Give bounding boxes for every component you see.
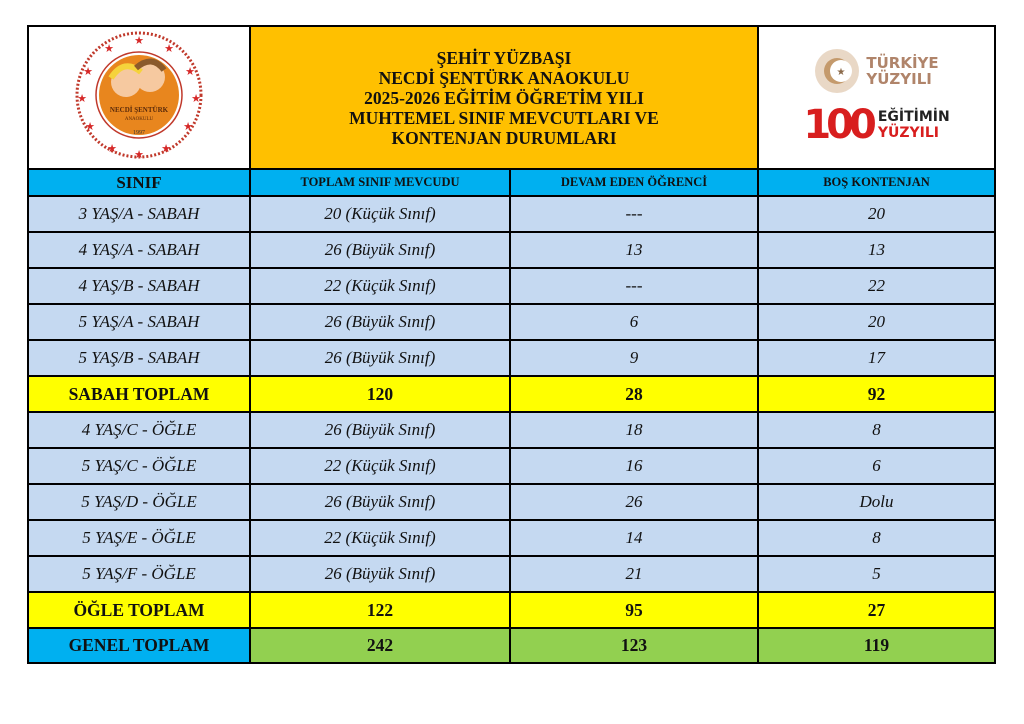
enrolled-cell: ---	[510, 268, 758, 304]
ogle-rows	[28, 412, 995, 592]
enrolled-cell: 6	[510, 304, 758, 340]
total-label: SABAH TOPLAM	[28, 376, 250, 412]
total-cell: 28	[510, 376, 758, 412]
svg-text:★: ★	[185, 66, 195, 78]
capacity-cell: 26 (Büyük Sınıf)	[250, 484, 510, 520]
column-headers	[28, 169, 995, 196]
turkiye-yuzyili-logo	[758, 26, 995, 169]
title-line: 2025-2026 EĞİTİM ÖĞRETİM YILI	[364, 87, 644, 108]
vacancy-cell: Dolu	[758, 484, 995, 520]
svg-text:★: ★	[85, 121, 95, 133]
title-line: NECDİ ŞENTÜRK ANAOKULU	[378, 67, 630, 88]
capacity-cell: 26 (Büyük Sınıf)	[250, 304, 510, 340]
enrolled-cell: 16	[510, 448, 758, 484]
table-row	[28, 556, 995, 592]
svg-text:1997: 1997	[133, 130, 145, 136]
sabah-rows	[28, 196, 995, 376]
total-cell: 92	[758, 376, 995, 412]
svg-text:★: ★	[836, 66, 846, 78]
grand-total-cell: 119	[758, 628, 995, 663]
svg-text:★: ★	[77, 93, 87, 105]
grand-total-cell: 242	[250, 628, 510, 663]
sabah-total-row	[28, 376, 995, 412]
table-row	[28, 232, 995, 268]
svg-text:★: ★	[164, 43, 174, 55]
table-row	[28, 340, 995, 376]
capacity-cell: 20 (Küçük Sınıf)	[250, 196, 510, 232]
capacity-cell: 26 (Büyük Sınıf)	[250, 556, 510, 592]
logo-text: EĞİTİMİN	[877, 108, 950, 125]
table-row	[28, 484, 995, 520]
class-name-cell: 5 YAŞ/D - ÖĞLE	[28, 484, 250, 520]
class-name-cell: 5 YAŞ/B - SABAH	[28, 340, 250, 376]
class-name-cell: 4 YAŞ/B - SABAH	[28, 268, 250, 304]
total-cell: 122	[250, 592, 510, 628]
svg-text:★: ★	[134, 149, 144, 160]
title-line: ŞEHİT YÜZBAŞI	[436, 47, 572, 68]
logo-text: YÜZYILI	[866, 69, 932, 88]
class-name-cell: 4 YAŞ/C - ÖĞLE	[28, 412, 250, 448]
vacancy-cell: 22	[758, 268, 995, 304]
capacity-cell: 22 (Küçük Sınıf)	[250, 448, 510, 484]
svg-text:★: ★	[183, 121, 193, 133]
svg-text:★: ★	[161, 143, 171, 155]
vacancy-cell: 6	[758, 448, 995, 484]
svg-text:NECDİ ŞENTÜRK: NECDİ ŞENTÜRK	[109, 106, 169, 114]
vacancy-cell: 17	[758, 340, 995, 376]
logo-text: YÜZYILI	[877, 124, 939, 141]
grand-total-label: GENEL TOPLAM	[28, 628, 250, 663]
vacancy-cell: 5	[758, 556, 995, 592]
total-cell: 120	[250, 376, 510, 412]
svg-text:★: ★	[134, 35, 144, 47]
class-name-cell: 5 YAŞ/C - ÖĞLE	[28, 448, 250, 484]
enrolled-cell: 18	[510, 412, 758, 448]
svg-text:ANAOKULU: ANAOKULU	[124, 117, 154, 122]
capacity-cell: 26 (Büyük Sınıf)	[250, 340, 510, 376]
enrolled-cell: 26	[510, 484, 758, 520]
svg-text:★: ★	[191, 93, 201, 105]
total-cell: 95	[510, 592, 758, 628]
vacancy-cell: 20	[758, 196, 995, 232]
capacity-cell: 26 (Büyük Sınıf)	[250, 412, 510, 448]
capacity-cell: 22 (Küçük Sınıf)	[250, 268, 510, 304]
crescent-star-icon	[814, 48, 860, 94]
total-cell: 27	[758, 592, 995, 628]
table-row	[28, 448, 995, 484]
title-line: KONTENJAN DURUMLARI	[391, 127, 617, 148]
school-logo	[28, 26, 250, 169]
total-label: ÖĞLE TOPLAM	[28, 592, 250, 628]
logo-100: 100	[803, 101, 872, 148]
svg-text:★: ★	[83, 66, 93, 78]
enrolled-cell: 14	[510, 520, 758, 556]
document-title	[250, 26, 758, 169]
logo-text: TÜRKİYE	[866, 53, 939, 72]
header-toplam-sinif-mevcudu: TOPLAM SINIF MEVCUDU	[250, 169, 510, 196]
enrolled-cell: 21	[510, 556, 758, 592]
table-row	[28, 304, 995, 340]
header-sinif: SINIF	[28, 169, 250, 196]
grand-total-cell: 123	[510, 628, 758, 663]
title-line: MUHTEMEL SINIF MEVCUTLARI VE	[349, 107, 659, 128]
header-bos-kontenjan: BOŞ KONTENJAN	[758, 169, 995, 196]
enrolled-cell: 13	[510, 232, 758, 268]
enrolled-cell: 9	[510, 340, 758, 376]
capacity-cell: 26 (Büyük Sınıf)	[250, 232, 510, 268]
table-row	[28, 412, 995, 448]
class-name-cell: 5 YAŞ/A - SABAH	[28, 304, 250, 340]
vacancy-cell: 8	[758, 412, 995, 448]
svg-text:★: ★	[104, 43, 114, 55]
grand-total-row	[28, 628, 995, 663]
table-row	[28, 268, 995, 304]
vacancy-cell: 8	[758, 520, 995, 556]
class-name-cell: 4 YAŞ/A - SABAH	[28, 232, 250, 268]
class-name-cell: 5 YAŞ/E - ÖĞLE	[28, 520, 250, 556]
capacity-cell: 22 (Küçük Sınıf)	[250, 520, 510, 556]
table-row	[28, 520, 995, 556]
school-logo-emblem	[64, 30, 214, 160]
vacancy-cell: 13	[758, 232, 995, 268]
ogle-total-row	[28, 592, 995, 628]
enrolled-cell: ---	[510, 196, 758, 232]
class-name-cell: 3 YAŞ/A - SABAH	[28, 196, 250, 232]
vacancy-cell: 20	[758, 304, 995, 340]
table-row	[28, 196, 995, 232]
class-capacity-table	[27, 25, 996, 664]
svg-text:★: ★	[107, 143, 117, 155]
header-devam-eden-ogrenci: DEVAM EDEN ÖĞRENCİ	[510, 169, 758, 196]
class-name-cell: 5 YAŞ/F - ÖĞLE	[28, 556, 250, 592]
